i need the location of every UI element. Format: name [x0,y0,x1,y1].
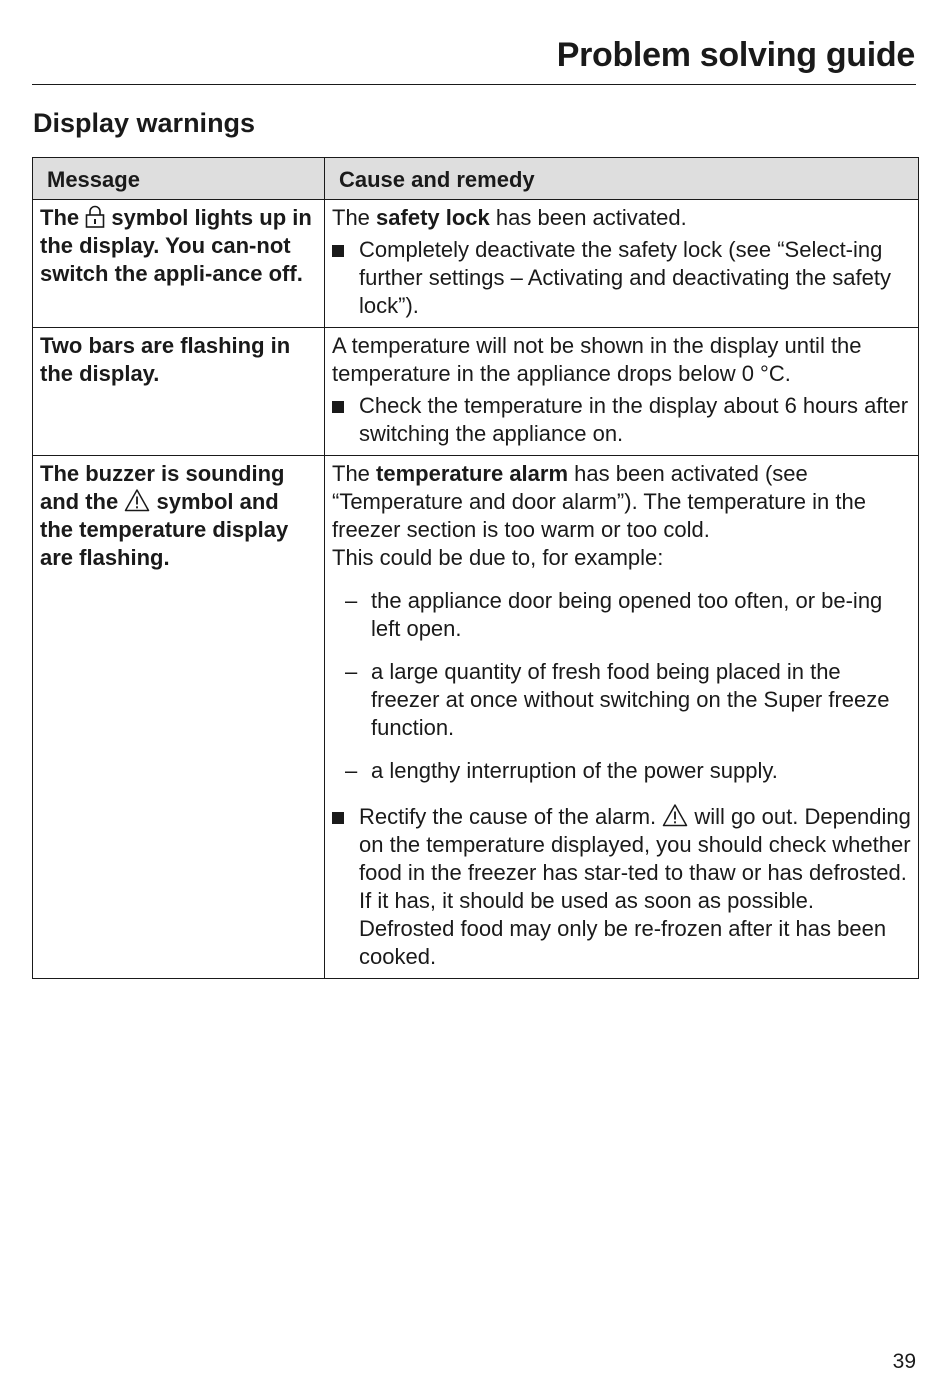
remedy-bullet [332,803,911,971]
cause-cell [325,328,919,456]
remedy-bullet [332,236,911,320]
cause-text: This could be due to, for example: [332,545,664,570]
dash-marker: – [345,588,358,613]
list-item-text: a large quantity of fresh food being placed in the freezer at once without switching on the Super freeze function. [371,659,890,740]
list-item-text: the appliance door being opened too often, or be-ing left open. [371,588,883,641]
cause-cell [325,200,919,328]
remedy-text: Completely deactivate the safety lock (see “Select-ing further settings – Activating and deactivating the safety lock”). [359,237,891,318]
message-cell [33,456,325,979]
cause-text: The [332,205,370,230]
warning-icon [662,803,688,827]
bullet-square-icon [332,245,344,257]
page-number: 39 [892,1350,916,1373]
cause-paragraph [332,460,911,544]
dash-marker: – [345,659,358,684]
message-text: The [40,205,80,230]
cause-cell [325,456,919,979]
table-row [33,456,919,979]
bullet-square-icon [332,401,344,413]
cause-text: has been activated. [495,205,687,230]
header-rule [32,84,916,85]
column-header-message: Message [33,158,325,200]
remedy-text: Check the temperature in the display about 6 hours after switching the appliance on. [359,393,909,446]
table-header-row [33,158,919,200]
bullet-square-icon [332,812,344,824]
cause-text: A temperature will not be shown in the display until the temperature in the appliance drops below 0 °C. [332,333,862,386]
display-warnings-table [32,157,919,979]
message-text: The buzzer is sounding and the [40,461,285,514]
list-item [332,757,911,785]
cause-text: has been activated (see “Temperature and door alarm”). The temperature in the freezer section is too warm or too cold. [332,461,866,542]
cause-bold-text: safety lock [376,205,490,230]
list-item [332,658,911,742]
section-heading: Display warnings [33,108,256,138]
message-cell [33,200,325,328]
message-text: symbol and the temperature display are flashing. [40,489,289,570]
table-row [33,328,919,456]
message-text: symbol lights up in the display. You can-not switch the appli-ance off. [40,205,312,286]
remedy-text: Rectify the cause of the alarm. [359,804,657,829]
dash-marker: – [345,758,358,783]
cause-bold-text: temperature alarm [376,461,569,486]
remedy-text: will go out. Depending on the temperature displayed, you should check whether food in the freezer has star-ted to thaw or has defrosted. If it has, it should be used as soon as possible. Defrosted food may only be re-frozen after it has been cooked. [359,804,911,969]
message-cell: Two bars are flashing in the display. [33,328,325,456]
lock-icon [85,205,105,228]
list-item [332,587,911,643]
warning-icon [124,488,150,512]
cause-paragraph [332,204,911,232]
cause-text: The [332,461,370,486]
list-item-text: a lengthy interruption of the power supply. [371,758,778,783]
page-header-title: Problem solving guide [556,36,915,74]
table-row [33,200,919,328]
remedy-bullet [332,392,911,448]
column-header-cause: Cause and remedy [325,158,919,200]
